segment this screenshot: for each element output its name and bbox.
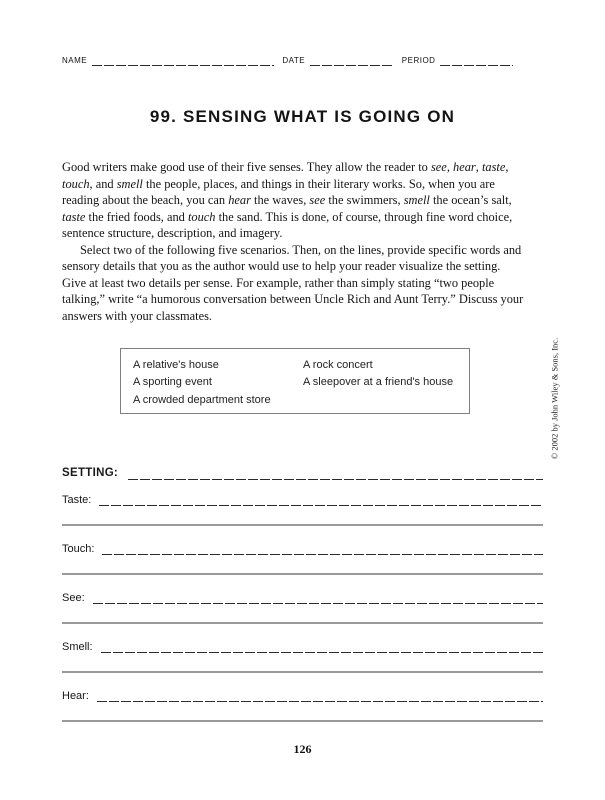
scenario-item: A sporting event (133, 376, 212, 389)
intro-line: sentence structure, description, and imagery. (62, 226, 283, 240)
sense-blank-line-2 (62, 622, 543, 624)
intro-line: touch, and smell the people, places, and things in their literary works. So, when you are (62, 176, 495, 191)
sense-blank-line-1 (99, 505, 543, 506)
intro-line: sensory details that you as the author would use to help your reader visualize the setting. (62, 259, 501, 273)
header-fill-in-row (62, 55, 513, 66)
scenario-item: A crowded department store (133, 393, 271, 406)
intro-line: reading about the beach, you can hear the waves, see the swimmers, smell the ocean’s salt, (62, 193, 512, 207)
sense-blank-line-2 (62, 524, 543, 526)
sense-row-see (62, 591, 543, 624)
intro-line: answers with your classmates. (62, 308, 213, 323)
scenario-column-2 (303, 357, 453, 392)
intro-line: Good writers make good use of their five senses. They allow the reader to see, hear, taste, (62, 160, 509, 174)
sense-row-touch (62, 542, 543, 575)
page-number: 126 (293, 742, 312, 756)
sense-label: Smell: (62, 641, 93, 653)
name-label: NAME (62, 56, 88, 65)
sense-label: Taste: (62, 494, 92, 506)
scenario-item: A rock concert (303, 359, 373, 371)
period-blank-line (440, 65, 513, 66)
sense-blank-line-1 (101, 652, 543, 653)
sense-blank-line-1 (93, 603, 543, 604)
scenario-column-1 (133, 357, 271, 409)
date-blank-line (310, 65, 393, 66)
sense-row-taste (62, 493, 543, 526)
sense-label: See: (62, 592, 85, 604)
scenario-box (120, 348, 470, 414)
setting-blank-line (128, 479, 543, 480)
sense-blank-line-1 (97, 701, 543, 702)
sense-blank-line-1 (102, 554, 543, 555)
intro-line: taste the fried foods, and touch the sand. This is done, of course, through fine word choice, (62, 209, 513, 224)
period-label: PERIOD (401, 56, 436, 65)
intro-line: Give at least two details per sense. For example, rather than simply stating “two people (62, 275, 495, 290)
intro-text (62, 159, 562, 324)
sense-row-smell (62, 640, 543, 673)
sense-blank-line-2 (62, 671, 543, 673)
scenario-item: A relative's house (133, 359, 219, 371)
name-blank-line (92, 65, 274, 66)
sense-label: Hear: (62, 690, 89, 702)
scenario-item: A sleepover at a friend's house (303, 376, 454, 389)
intro-line: talking,” write “a humorous conversation between Uncle Rich and Aunt Terry.” Discuss your (62, 292, 524, 306)
date-label: DATE (282, 56, 306, 65)
sense-row-hear (62, 689, 543, 722)
setting-row (62, 466, 543, 480)
setting-label: SETTING: (62, 467, 119, 479)
page-title: 99. SENSING WHAT IS GOING ON (149, 107, 456, 126)
sense-blank-line-2 (62, 573, 543, 575)
sense-blank-line-2 (62, 720, 543, 722)
sense-label: Touch: (62, 543, 95, 555)
copyright-notice: © 2002 by John Wiley & Sons, Inc. (549, 337, 560, 460)
intro-line: Select two of the following five scenarios. Then, on the lines, provide specific words and (80, 242, 522, 257)
